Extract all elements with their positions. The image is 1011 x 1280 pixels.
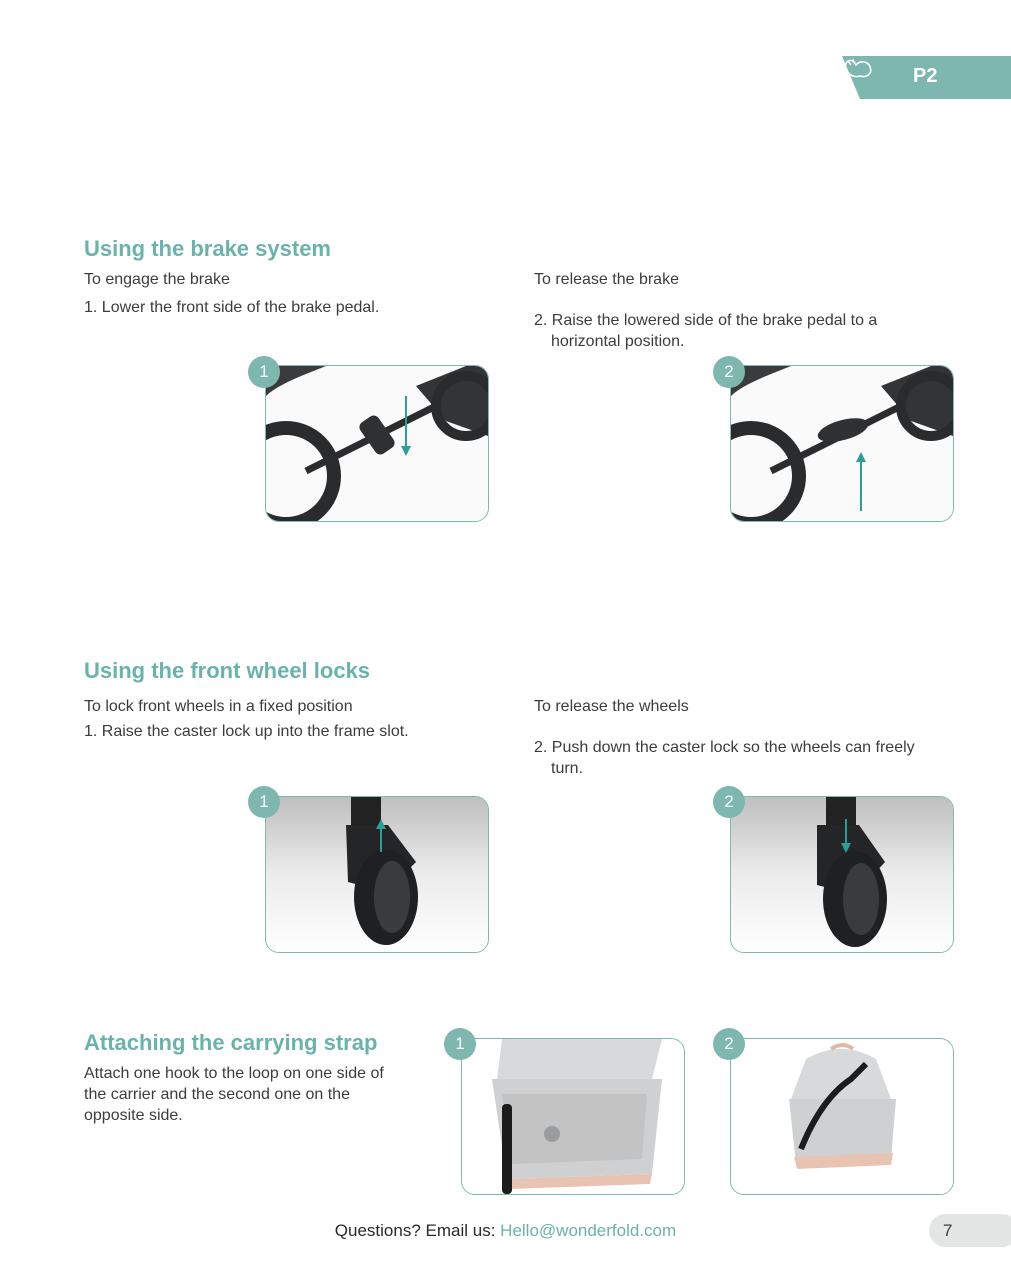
strap-step-badge-1: 1 (444, 1028, 476, 1060)
brake-step-badge-2: 2 (713, 356, 745, 388)
wheel-lock-intro: To lock front wheels in a fixed position (84, 698, 353, 715)
brake-release-step: 2. Raise the lowered side of the brake pedal to a horizontal position. (534, 312, 878, 350)
brake-release-intro: To release the brake (534, 271, 679, 288)
brake-section-title: Using the brake system (84, 236, 331, 261)
strap-step2-image (730, 1038, 954, 1195)
wheel-lock-image (265, 796, 489, 953)
footer-email-link[interactable]: Hello@wonderfold.com (500, 1221, 677, 1240)
wheel-release-step: 2. Push down the caster lock so the wheels can freely turn. (534, 739, 915, 777)
brake-engage-image (265, 365, 489, 522)
wheel-release-step-badge-2: 2 (713, 786, 745, 818)
brake-step-badge-1: 1 (248, 356, 280, 388)
wheel-release-image (730, 796, 954, 953)
wheel-lock-step-badge-1: 1 (248, 786, 280, 818)
wheel-release-intro: To release the wheels (534, 698, 689, 715)
strap-step1-image (461, 1038, 685, 1195)
footer-contact (0, 1221, 1011, 1241)
strap-description: Attach one hook to the loop on one side of the carrier and the second one on the opposite side. (84, 1065, 384, 1124)
strap-step-badge-2: 2 (713, 1028, 745, 1060)
brake-engage-intro: To engage the brake (84, 271, 230, 288)
pet-icon (842, 56, 878, 80)
section-tab-label: P2 (913, 65, 938, 87)
wheel-locks-section-title: Using the front wheel locks (84, 658, 371, 683)
strap-section-title: Attaching the carrying strap (84, 1030, 378, 1055)
page-number: 7 (929, 1214, 1011, 1247)
footer-question: Questions? Email us: (334, 1221, 496, 1240)
brake-release-image (730, 365, 954, 522)
brake-engage-step: 1. Lower the front side of the brake pedal. (84, 299, 380, 316)
section-tab (842, 56, 1011, 99)
wheel-lock-step: 1. Raise the caster lock up into the frame slot. (84, 723, 409, 740)
